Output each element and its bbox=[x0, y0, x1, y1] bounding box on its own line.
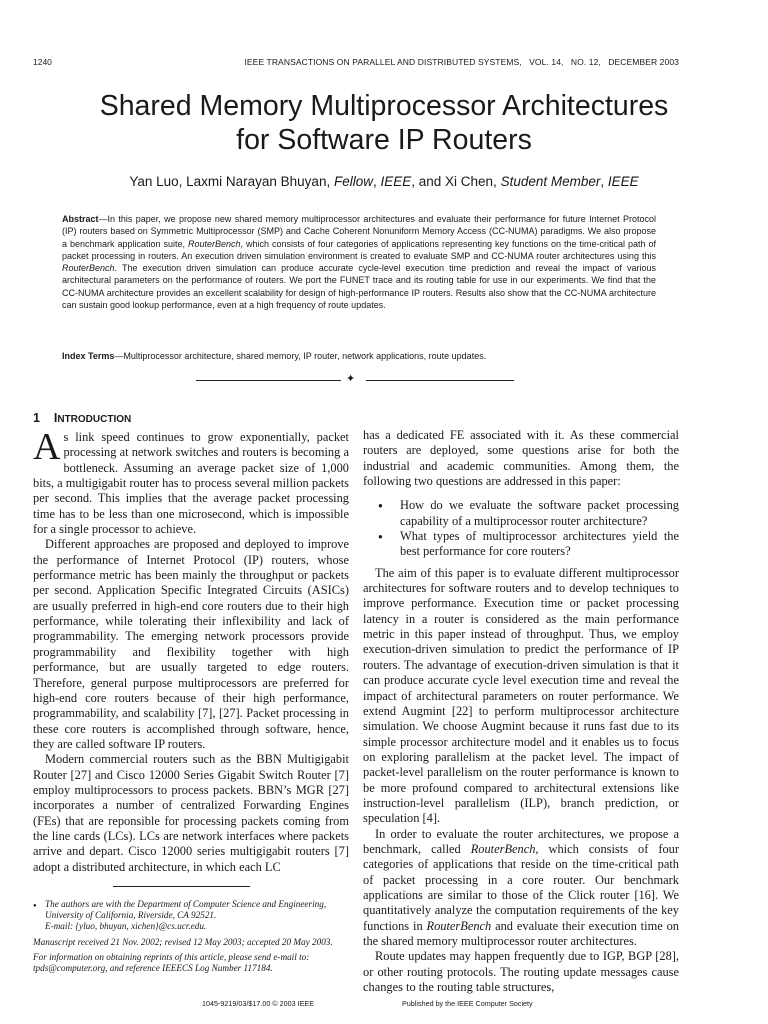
left-column bbox=[33, 426, 349, 875]
footnote-affiliation bbox=[33, 899, 349, 933]
section-number: 1 bbox=[33, 411, 40, 425]
footnote-email: E-mail: {yluo, bhuyan, xichen}@cs.ucr.edu. bbox=[45, 921, 207, 932]
intro-paragraph-1 bbox=[33, 426, 349, 537]
author-role-2: Student Member bbox=[500, 174, 601, 189]
index-terms bbox=[62, 350, 656, 362]
right-paragraph-3 bbox=[363, 827, 679, 950]
footnote-manuscript: Manuscript received 21 Nov. 2002; revised 12 May 2003; accepted 20 May 2003. bbox=[33, 936, 333, 947]
right-paragraph-4: Route updates may happen frequently due to IGP, BGP [28], or other routing protocols. The routing update messages cause changes to the routing table structures, bbox=[363, 949, 679, 995]
right-paragraph-3-b: , which consists of four categories of applications that reside on the time-critical path of packet processing in a core router. Our benchmark applications are similar to those of the Click router [16]. We quantitatively analyze the computation requirements of the key functions in bbox=[363, 841, 679, 933]
author-org-1: IEEE bbox=[380, 174, 412, 189]
abstract-label: Abstract bbox=[62, 214, 99, 224]
footer-copyright: 1045-9219/03/$17.00 © 2003 IEEE bbox=[202, 999, 314, 1008]
abstract-text-1: —In this paper, we propose new shared memory multiprocessor architectures and evaluate their performance for future Internet Protocol (IP) routers based on Symmetric Multiprocessor (SMP) and Cache Coherent Nonuniform Memory Access (CC-NUMA) paradigms. We also propose a benchmark application suite, bbox=[62, 214, 656, 249]
abstract bbox=[62, 213, 656, 311]
journal-header: IEEE TRANSACTIONS ON PARALLEL AND DISTRIBUTED SYSTEMS, VOL. 14, NO. 12, DECEMBER 2003 bbox=[244, 57, 679, 67]
author-names-1: Yan Luo, Laxmi Narayan Bhuyan, bbox=[129, 174, 334, 189]
right-paragraph-3-a: In order to evaluate the router architectures, we propose a benchmark, called bbox=[363, 826, 679, 856]
author-org-2: IEEE bbox=[607, 174, 639, 189]
author-sep-1: , bbox=[372, 174, 381, 189]
question-item: ● How do we evaluate the software packet processing capability of a multiprocessor router architecture? bbox=[363, 498, 679, 529]
footnote-affiliation-text: The authors are with the Department of Computer Science and Engineering, University of California, Riverside, CA 92521. bbox=[45, 899, 327, 921]
abstract-text-2: , which consists of four categories of applications representing key functions on the time-critical path of packet processing in routers. An execution driven simulation environment is created to evaluate SMP and CC-NUMA router architectures using this bbox=[62, 238, 656, 261]
divider-rule-left bbox=[196, 380, 341, 381]
intro-paragraph-1-text: s link speed continues to grow exponentially, packet processing at network switches and routers is becoming a bottleneck. Assuming an average packet size of 1,000 bits, a multigigabit router has to process several million packets per second. This implies that the average packet processing time has to be less than one microsecond, which is impossible for a single processor to achieve. bbox=[33, 430, 349, 537]
footer-publisher: Published by the IEEE Computer Society bbox=[402, 999, 533, 1008]
abstract-text-3: . The execution driven simulation can produce accurate cycle-level execution time prediction and reveal the impact of various architectural parameters on the performance of routers. We port the FUNET trace and its routing table for use in our experiments. We find that the CC-NUMA architecture provides an excellent scalability for design of high-performance IP routers. Results also show that the CC-NUMA architecture can sustain good lookup performance, even at a high frequency of route updates. bbox=[62, 263, 656, 311]
abstract-routerbench-2: RouterBench bbox=[62, 263, 115, 274]
author-names-2: , and Xi Chen, bbox=[411, 174, 501, 189]
section-title-rest: NTRODUCTION bbox=[57, 414, 132, 425]
intro-paragraph-2: Different approaches are proposed and deployed to improve the performance of Internet Protocol (IP) routers, whose performance metric has been mainly the throughput or packets per second. Application Specific Integrated Circuits (ASICs) are usually preferred in high-end core routers due to their high performance, while tolerating their inflexibility and lack of programmability. The emerging network processors provide programmability and flexibility together with high performance, but are usually targeted to edge routers. Therefore, general purpose multiprocessors are preferred for high-end core routers because of their high performance, programmability, and scalability [7], [27]. Packet processing in these core routers is accomplished through software, hence, they are called software IP routers. bbox=[33, 537, 349, 751]
right-paragraph-3-c: and evaluate their execution time on the shared memory multiprocessor router architectures. bbox=[363, 918, 679, 948]
footnote-reprints: For information on obtaining reprints of this article, please send e-mail to: tpds@computer.org, and reference IEEECS Log Number 117184. bbox=[33, 951, 310, 974]
author-list bbox=[0, 174, 768, 189]
paper-title bbox=[0, 89, 768, 157]
author-sep-2: , bbox=[600, 174, 608, 189]
author-role-1: Fellow bbox=[333, 174, 373, 189]
section-heading-introduction bbox=[33, 411, 131, 425]
section-title-cap: I bbox=[53, 411, 58, 425]
index-terms-label: Index Terms bbox=[62, 351, 115, 361]
routerbench-term-2: RouterBench bbox=[426, 918, 492, 933]
question-item: ● What types of multiprocessor architectures yield the best performance for core routers? bbox=[363, 529, 679, 560]
footnote-rule bbox=[113, 886, 250, 887]
routerbench-term-1: RouterBench bbox=[470, 841, 536, 856]
page-number: 1240 bbox=[33, 57, 52, 67]
drop-cap: A bbox=[33, 426, 61, 468]
right-paragraph-1: has a dedicated FE associated with it. As these commercial routers are deployed, some questions arise for both the industrial and academic communities. Among them, the following two questions are addressed in this paper: bbox=[363, 428, 679, 489]
intro-paragraph-3: Modern commercial routers such as the BBN Multigigabit Router [27] and Cisco 12000 Series Gigabit Switch Router [7] employ multiprocessors to process packets. BBN’s MGR [27] incorporates a number of centralized Forwarding Engines (FEs) that are reponsible for processing packets coming from the line cards (LCs). LCs are network interfaces where packets arrive and depart. Cisco 12000 series multigigabit routers [7] adopt a distributed architecture, in which each LC bbox=[33, 752, 349, 874]
divider-diamond-icon: ✦ bbox=[346, 373, 356, 385]
footnotes bbox=[33, 899, 349, 978]
question-list bbox=[363, 498, 679, 559]
right-paragraph-2: The aim of this paper is to evaluate different multiprocessor architectures for software routers and to develop techniques to improve performance. Execution time or packet processing latency in a router is considered as the main performance metric in this paper instead of throughput. Thus, we employ execution-driven simulation to predict the performance of IP routers. The advantage of execution-driven simulation is that it can produce accurate cycle level execution time and reveal the impact of architectural parameters on router performance. We extend Augmint [22] to perform multiprocessor architecture simulation. We choose Augmint because it runs fast due to its simple processor architecture model and it enables us to focus on exploring parallelism at the packet level. The impact of packet-level parallelism on the router performance is known to be more profound compared to architectural extensions like instruction-level parallelism (ILP), branch prediction, or speculation [4]. bbox=[363, 565, 679, 826]
divider-rule-right bbox=[366, 380, 514, 381]
title-line-1: Shared Memory Multiprocessor Architectures bbox=[99, 90, 669, 122]
abstract-routerbench-1: RouterBench bbox=[188, 238, 241, 249]
title-line-2: for Software IP Routers bbox=[236, 124, 532, 156]
right-column bbox=[363, 428, 679, 995]
index-terms-text: —Multiprocessor architecture, shared memory, IP router, network applications, route updates. bbox=[114, 351, 487, 361]
